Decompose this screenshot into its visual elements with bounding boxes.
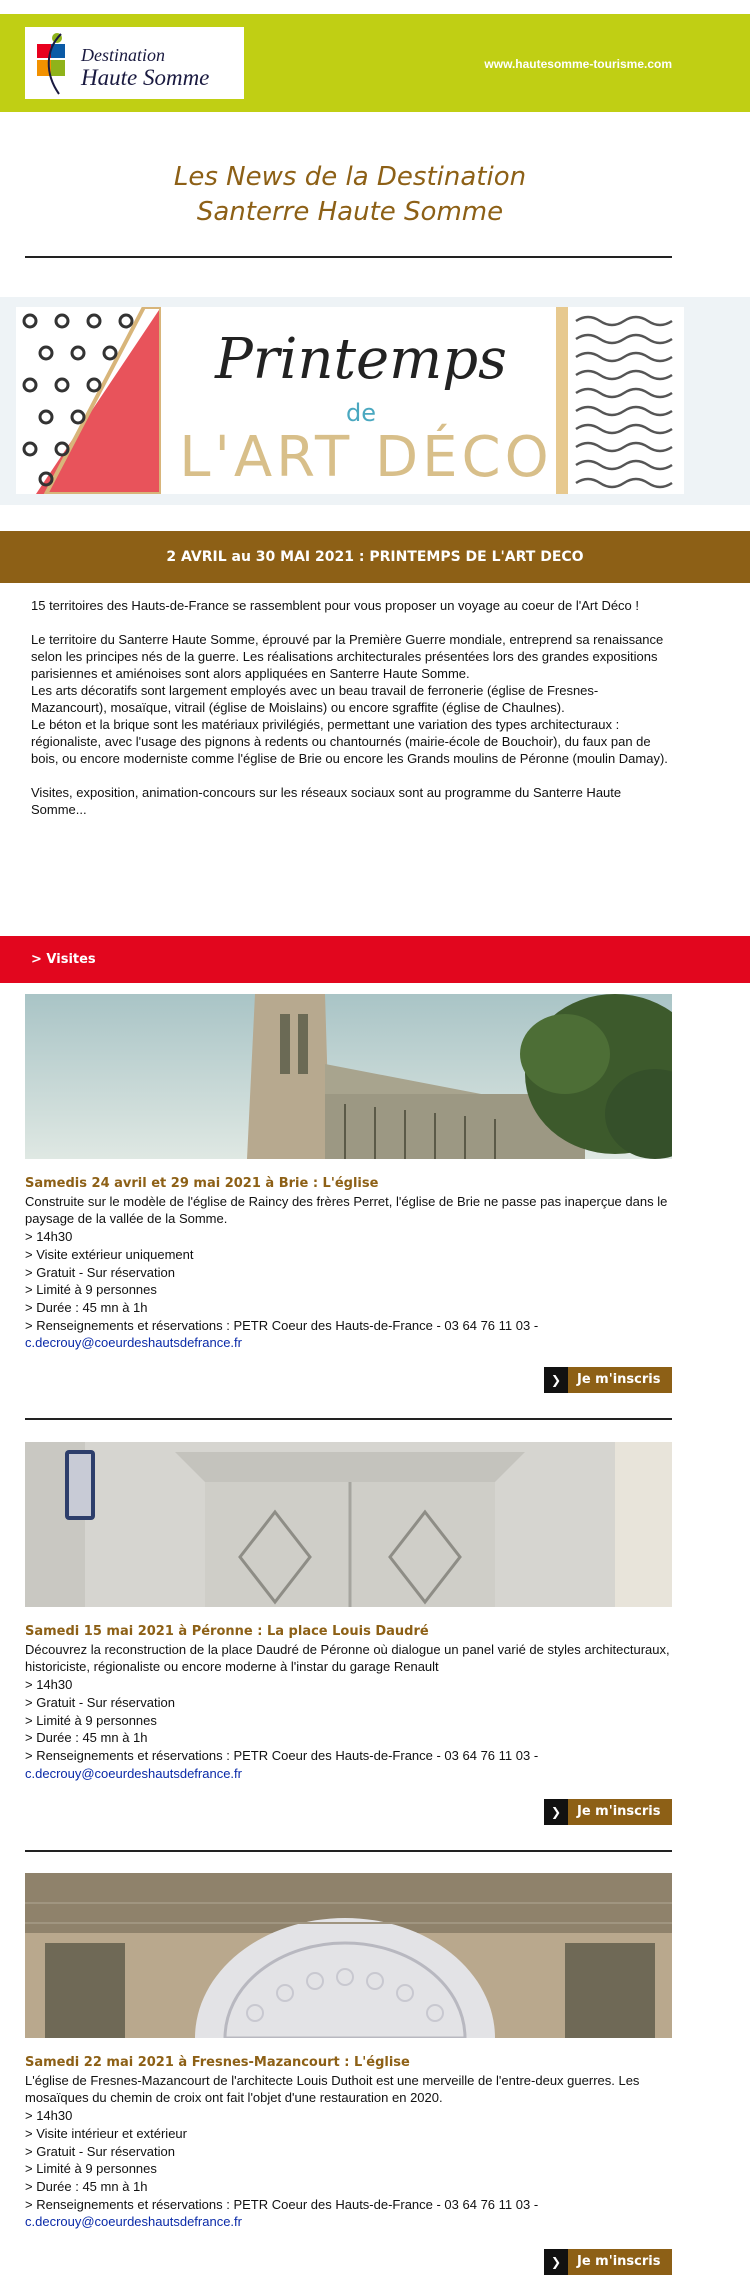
register-button-label: Je m'inscris [577,1372,661,1387]
event-detail: > Durée : 45 mn à 1h [25,2178,148,2194]
place-daudre-photo-icon [25,1442,672,1607]
logo[interactable] [25,27,244,99]
event-photo-fresnes [25,1873,672,2038]
event-detail: > Limité à 9 personnes [25,1282,157,1298]
intro-paragraph-5: Visites, exposition, animation-concours sur les réseaux sociaux sont au programme du Santerre Haute Somme... [31,785,622,817]
event-detail: > Visite extérieur uniquement [25,1246,194,1262]
section-visites-label: > Visites [31,952,96,967]
register-button[interactable] [544,1799,672,1825]
event-title: Samedis 24 avril et 29 mai 2021 à Brie : L'église [25,1176,379,1191]
register-button-label: Je m'inscris [577,2254,661,2269]
event-detail: > Limité à 9 personnes [25,2161,157,2177]
event-detail: > 14h30 [25,2108,73,2124]
title-divider [25,256,672,258]
banner [0,297,750,505]
register-button[interactable] [544,2249,672,2275]
event-card-peronne [25,1623,672,1782]
event-photo-peronne [25,1442,672,1607]
logo-line-1: Destination [81,45,165,65]
event-card-brie [25,1175,672,1352]
event-title: Samedi 15 mai 2021 à Péronne : La place Louis Daudré [25,1624,429,1639]
event-detail: > Renseignements et réservations : PETR Coeur des Hauts-de-France - 03 64 76 11 03 - [25,1317,539,1333]
event-detail: > 14h30 [25,1229,73,1245]
intro-paragraph-3: Les arts décoratifs sont largement employés avec un beau travail de ferronerie (église de Fresnes-Mazancourt), mosaïque, vitrail (église de Moislains) ou encore sgraffite (église de Chaulnes). [31,683,599,715]
banner-waves-pattern-icon [556,307,684,494]
logo-line-2: Haute Somme [81,65,210,90]
event-divider [25,1418,672,1420]
site-url-link[interactable]: www.hautesomme-tourisme.com [484,57,672,71]
event-description: Découvrez la reconstruction de la place Daudré de Péronne où dialogue un panel varié de styles architecturaux, historiciste, régionaliste ou encore moderne à l'instar du garage Renault [25,1641,670,1675]
header-bar [0,14,750,112]
event-detail: > Durée : 45 mn à 1h [25,1299,148,1315]
banner-subtitle: de [346,399,376,427]
banner-title: Printemps [215,327,507,392]
event-description: L'église de Fresnes-Mazancourt de l'architecte Louis Duthoit est une merveille de l'entre-deux guerres. Les mosaïques du chemin de croix ont fait l'objet d'une restauration en 2020. [25,2072,640,2106]
banner-art-deco: L'ART DÉCO [179,425,553,490]
logo-mark-icon [33,30,83,96]
chevron-right-icon: ❯ [544,1799,568,1825]
newsletter-title-line-1: Les News de la Destination [173,162,527,192]
event-detail: > Durée : 45 mn à 1h [25,1730,148,1746]
event-email-link[interactable]: c.decrouy@coeurdeshautsdefrance.fr [25,2214,242,2230]
event-detail: > Gratuit - Sur réservation [25,1264,175,1280]
event-detail: > Limité à 9 personnes [25,1712,157,1728]
church-brie-photo-icon [25,994,672,1159]
event-divider [25,1850,672,1852]
event-detail: > Visite intérieur et extérieur [25,2125,187,2141]
event-card-fresnes [25,2054,672,2231]
event-detail: > Renseignements et réservations : PETR Coeur des Hauts-de-France - 03 64 76 11 03 - [25,2196,539,2212]
intro-text [31,597,671,835]
event-title: Samedi 22 mai 2021 à Fresnes-Mazancourt : L'église [25,2055,410,2070]
event-email-link[interactable]: c.decrouy@coeurdeshautsdefrance.fr [25,1765,242,1781]
section-visites-band[interactable] [0,936,750,983]
intro-paragraph-4: Le béton et la brique sont les matériaux privilégiés, permettant une variation des types architecturaux : régionaliste, avec l'usage des pignons à redents ou chantournés (mairie-école de Bouchoir), du faux pan de bois, ou encore moderniste comme l'église de Brie ou encore les Grands moulins de Péronne (moulin Damay). [31,717,668,766]
event-detail: > 14h30 [25,1677,73,1693]
event-detail: > Renseignements et réservations : PETR Coeur des Hauts-de-France - 03 64 76 11 03 - [25,1747,539,1763]
chevron-right-icon: ❯ [544,2249,568,2275]
chevron-right-icon: ❯ [544,1367,568,1393]
intro-paragraph-2: Le territoire du Santerre Haute Somme, éprouvé par la Première Guerre mondiale, entreprend sa renaissance selon les principes nés de la guerre. Les réalisations architecturales présentées lors des grandes expositions parisiennes et amiénoises sont alors appliquées en Santerre Haute Somme. [31,632,664,681]
event-photo-brie [25,994,672,1159]
newsletter-title-line-2: Santerre Haute Somme [196,197,504,227]
newsletter-title [0,160,700,230]
mosaic-fresnes-photo-icon [25,1873,672,2038]
intro-paragraph-1: 15 territoires des Hauts-de-France se rassemblent pour vous proposer un voyage au coeur de l'Art Déco ! [31,598,640,613]
event-detail: > Gratuit - Sur réservation [25,2143,175,2159]
banner-dots-pattern-icon [16,307,161,494]
register-button-label: Je m'inscris [577,1804,661,1819]
banner-image [16,307,684,494]
event-email-link[interactable]: c.decrouy@coeurdeshautsdefrance.fr [25,1335,242,1351]
event-description: Construite sur le modèle de l'église de Raincy des frères Perret, l'église de Brie ne passe pas inaperçue dans le paysage de la vallée de la Somme. [25,1193,668,1227]
register-button[interactable] [544,1367,672,1393]
event-date-band: 2 AVRIL au 30 MAI 2021 : PRINTEMPS DE L'ART DECO [0,531,750,583]
event-detail: > Gratuit - Sur réservation [25,1694,175,1710]
